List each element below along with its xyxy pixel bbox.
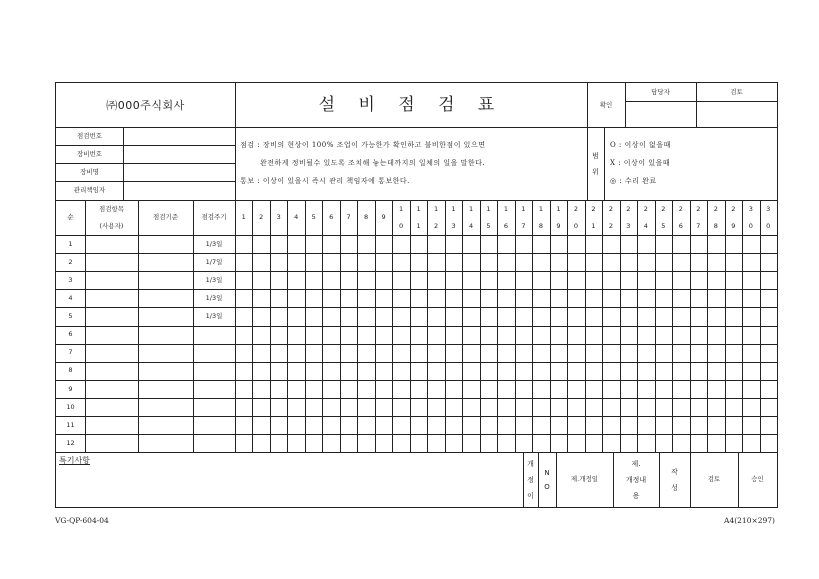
header-period: 점검주기 (201, 213, 227, 222)
header-day-28-part: 8 (713, 221, 718, 230)
company-name: ㈜000주식회사 (106, 98, 185, 112)
row-seq-12: 12 (66, 438, 75, 447)
table-row-line (56, 434, 777, 435)
legend-item-1: X : 이상이 있을때 (610, 159, 671, 167)
header-day-27 (690, 200, 707, 235)
header-day-20 (567, 200, 584, 235)
header-day-15 (480, 200, 497, 235)
day-col-line (270, 200, 271, 452)
doc-code: VG-QP-604-04 (55, 516, 109, 525)
approval-line (625, 101, 777, 102)
approval-manager-label: 담당자 (651, 87, 670, 96)
header-day-14-part: 4 (468, 221, 474, 230)
header-day-3 (270, 200, 287, 235)
inspection-form (55, 82, 778, 508)
confirm-label: 확인 (599, 100, 613, 109)
header-standard: 점검기준 (152, 213, 179, 222)
legend-item-2: ◎ : 수리 완료 (610, 177, 657, 185)
header-day-29-part: 9 (731, 221, 736, 230)
header-day-24-part: 2 (643, 204, 648, 213)
header-day-4 (287, 200, 304, 235)
approval-review-label: 검토 (730, 87, 743, 96)
header-day-13-part: 3 (451, 221, 456, 230)
day-col-line (357, 200, 358, 452)
header-day-18 (532, 200, 549, 235)
header-day-23 (620, 200, 637, 235)
header-day-17-part: 1 (521, 204, 526, 213)
row-period-5: 1/3일 (205, 312, 223, 321)
legend-item-0: O : 이상이 없을때 (610, 141, 671, 149)
day-col-line (707, 200, 708, 452)
day-col-line (322, 200, 323, 452)
day-col-line (585, 200, 586, 452)
day-col-line (497, 200, 498, 452)
row-seq-3: 3 (68, 275, 73, 284)
info-divider (235, 127, 236, 200)
header-day-10-part: 1 (399, 204, 404, 213)
day-col-line (305, 200, 306, 452)
table-row-line (56, 344, 777, 345)
revision-content-label-part: 용 (632, 491, 640, 500)
day-col-line (480, 200, 481, 452)
header-day-6 (322, 200, 339, 235)
header-day-21-part: 1 (591, 221, 596, 230)
header-item-part: (사용자) (99, 221, 124, 230)
info-label-0: 점검번호 (76, 131, 103, 140)
revision-content-label-part: 제. (631, 459, 641, 468)
header-day-12 (427, 200, 444, 235)
header-day-29 (725, 200, 742, 235)
header-day-22-part: 2 (608, 221, 613, 230)
header-day-16-part: 6 (503, 221, 509, 230)
table-row-line (56, 253, 777, 254)
info-label-1: 장비번호 (76, 149, 103, 158)
header-day-8 (357, 200, 374, 235)
day-col-line (620, 200, 621, 452)
revision-content-label-part: 개정내 (625, 475, 647, 484)
day-col-line (725, 200, 726, 452)
row-period-3: 1/3일 (205, 275, 223, 284)
day-col-line (462, 200, 463, 452)
no-label-part: N (544, 468, 550, 477)
info-label-2: 장비명 (80, 167, 99, 176)
header-day-31 (760, 200, 777, 235)
header-day-7 (340, 200, 357, 235)
header-day-25-part: 2 (661, 204, 666, 213)
header-day-24-part: 4 (643, 221, 648, 230)
day-col-line (375, 200, 376, 452)
header-day-18-part: 1 (538, 204, 544, 213)
header-day-20-part: 2 (573, 204, 578, 213)
table-row-line (56, 307, 777, 308)
day-col-line (602, 200, 603, 452)
header-day-1 (235, 200, 252, 235)
table-row-line (56, 289, 777, 290)
day-col-line (410, 200, 411, 452)
header-day-9 (375, 200, 392, 235)
header-day-19 (550, 200, 567, 235)
header-day-14-part: 1 (468, 204, 474, 213)
day-col-line (760, 200, 761, 452)
header-day-20-part: 0 (573, 221, 578, 230)
day-col-line (287, 200, 288, 452)
header-day-25 (655, 200, 672, 235)
header-day-26 (672, 200, 689, 235)
header-day-22 (602, 200, 619, 235)
header-day-13-part: 1 (451, 204, 456, 213)
row-seq-11: 11 (66, 420, 75, 429)
row-period-2: 1/7일 (205, 257, 223, 266)
table-col-line (138, 200, 139, 452)
header-day-30 (742, 200, 759, 235)
header-item-part: 점검항목 (98, 204, 125, 213)
header-day-26-part: 6 (678, 221, 683, 230)
header-day-17 (515, 200, 532, 235)
header-day-17-part: 7 (521, 221, 526, 230)
day-col-line (445, 200, 446, 452)
table-header-line (56, 235, 777, 236)
table-row-line (56, 416, 777, 417)
header-day-30-part: 0 (748, 221, 753, 230)
header-day-11 (410, 200, 427, 235)
row-seq-6: 6 (68, 330, 73, 339)
header-day-25-part: 5 (661, 221, 666, 230)
day-col-line (392, 200, 393, 452)
table-col-line (85, 200, 86, 452)
writer-label (659, 452, 690, 507)
header-day-30-part: 3 (748, 204, 753, 213)
day-col-line (550, 200, 551, 452)
no-label (538, 452, 556, 507)
form-title: 설 비 점 검 표 (318, 94, 504, 115)
day-col-line (515, 200, 516, 452)
header-day-22-part: 2 (608, 204, 613, 213)
header-day-23-part: 2 (626, 204, 631, 213)
header-day-15-part: 5 (486, 221, 491, 230)
header-day-27-part: 7 (696, 221, 701, 230)
header-day-28 (707, 200, 724, 235)
header-day-10-part: 0 (399, 221, 404, 230)
header-day-11-part: 1 (416, 221, 421, 230)
header-day-8-part: 8 (364, 213, 369, 221)
header-day-28-part: 2 (713, 204, 718, 213)
revision-label-part: 정 (527, 475, 534, 484)
header-item (85, 200, 138, 235)
header-day-19-part: 9 (556, 221, 561, 230)
table-row-line (56, 271, 777, 272)
header-seq: 순 (67, 213, 74, 222)
header-day-31-part: 0 (766, 221, 771, 230)
row-seq-1: 1 (68, 239, 73, 248)
info-top-line (56, 127, 777, 128)
row-seq-9: 9 (68, 384, 73, 393)
day-col-line (427, 200, 428, 452)
day-col-line (252, 200, 253, 452)
header-day-10 (392, 200, 409, 235)
header-day-26-part: 2 (678, 204, 683, 213)
day-col-line (340, 200, 341, 452)
header-day-12-part: 1 (433, 204, 439, 213)
table-col-line (235, 200, 236, 452)
header-day-3-part: 3 (276, 213, 281, 221)
header-day-5 (305, 200, 322, 235)
row-seq-5: 5 (68, 312, 73, 321)
header-day-23-part: 3 (626, 221, 631, 230)
header-day-27-part: 2 (696, 204, 701, 213)
header-day-21 (585, 200, 602, 235)
header-day-15-part: 1 (486, 204, 491, 213)
header-day-4-part: 4 (294, 213, 299, 221)
table-row-line (56, 398, 777, 399)
row-seq-4: 4 (68, 294, 73, 303)
writer-label-part: 작 (671, 467, 678, 476)
header-day-2 (252, 200, 269, 235)
legend-label-part: 범 (592, 151, 599, 160)
revision-date-label: 제.개정일 (570, 475, 599, 484)
day-col-line (742, 200, 743, 452)
header-day-6-part: 6 (329, 213, 334, 221)
header-day-7-part: 7 (346, 213, 351, 221)
revision-label-part: 개 (527, 459, 534, 468)
info-label-3: 관리책임자 (73, 186, 106, 195)
header-day-11-part: 1 (416, 204, 421, 213)
header-day-1-part: 1 (241, 213, 246, 221)
special-notes-label: 특기사항 (59, 456, 90, 466)
header-day-29-part: 2 (731, 204, 736, 213)
header-day-16-part: 1 (503, 204, 509, 213)
table-row-line (56, 362, 777, 363)
header-day-13 (445, 200, 462, 235)
header-day-12-part: 2 (433, 221, 439, 230)
header-day-24 (637, 200, 654, 235)
day-col-line (532, 200, 533, 452)
row-seq-7: 7 (68, 348, 73, 357)
legend-divider (604, 127, 605, 200)
instruction-line-2: 통보 : 이상이 있을시 즉시 관리 책임자에 통보한다. (240, 177, 410, 185)
legend-label (587, 127, 604, 200)
row-seq-2: 2 (68, 257, 73, 266)
header-day-16 (497, 200, 514, 235)
day-col-line (637, 200, 638, 452)
header-day-21-part: 2 (591, 204, 596, 213)
revision-content-label (613, 452, 659, 507)
approve-label: 승인 (751, 475, 764, 484)
paper-size: A4(210×297) (724, 516, 775, 525)
header-day-19-part: 1 (556, 204, 561, 213)
table-row-line (56, 380, 777, 381)
writer-label-part: 성 (671, 483, 678, 492)
revision-label-part: 이 (527, 491, 534, 500)
table-row-line (56, 326, 777, 327)
legend-label-part: 위 (592, 167, 599, 176)
header-day-5-part: 5 (311, 213, 316, 221)
header-day-9-part: 9 (381, 213, 386, 221)
no-label-part: O (544, 482, 550, 491)
revision-label (523, 452, 538, 507)
row-seq-8: 8 (68, 366, 73, 375)
row-seq-10: 10 (66, 402, 75, 411)
day-col-line (567, 200, 568, 452)
row-period-1: 1/3일 (205, 239, 223, 248)
row-period-4: 1/3일 (205, 294, 223, 303)
review-label: 검토 (707, 475, 721, 484)
day-col-line (690, 200, 691, 452)
header-day-2-part: 2 (259, 213, 264, 221)
instruction-line-1: 완전하게 정비될수 있도록 조치해 놓는데까지의 일체의 일을 말한다. (260, 159, 486, 167)
header-day-14 (462, 200, 479, 235)
day-col-line (655, 200, 656, 452)
instruction-line-0: 점검 : 장비의 현상이 100% 조업이 가능한가 확인하고 불비한점이 있으면 (240, 141, 486, 149)
day-col-line (672, 200, 673, 452)
header-day-31-part: 3 (766, 204, 771, 213)
header-day-18-part: 8 (538, 221, 544, 230)
